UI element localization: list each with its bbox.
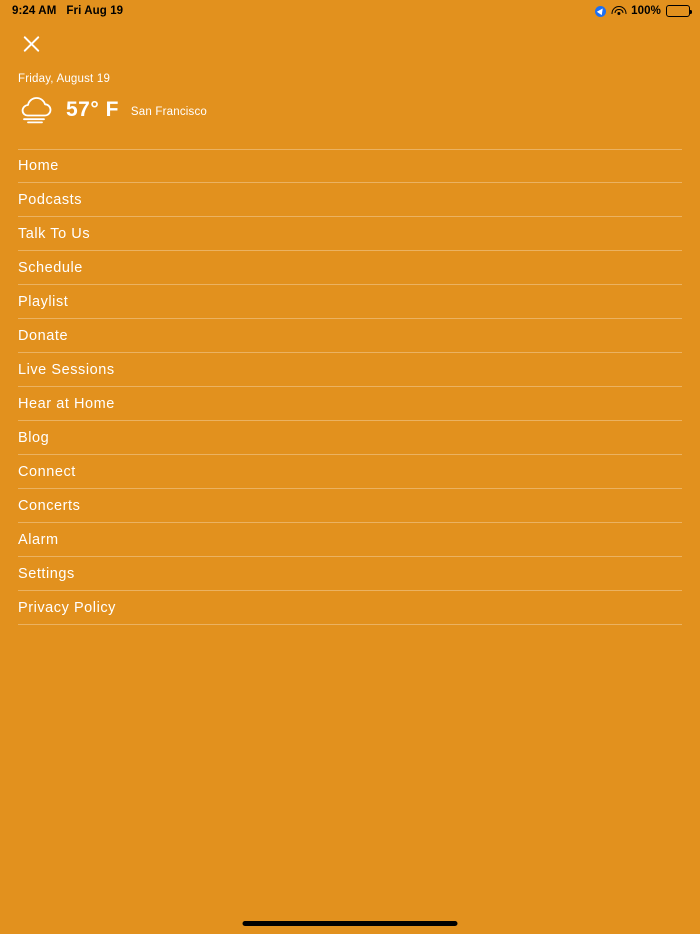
status-date: Fri Aug 19 <box>66 5 124 17</box>
status-bar-left <box>12 5 123 17</box>
weather-widget <box>0 65 700 125</box>
weather-date: Friday, August 19 <box>18 73 111 85</box>
status-bar <box>0 0 700 22</box>
menu-item-label: Home <box>18 158 59 174</box>
menu-item-label: Settings <box>18 565 75 582</box>
menu-item-home[interactable] <box>18 149 682 183</box>
menu-item-hear-at-home[interactable] <box>18 387 682 421</box>
battery-icon <box>666 5 690 17</box>
menu-item-talk-to-us[interactable] <box>18 217 682 251</box>
menu-item-label: Blog <box>18 429 50 446</box>
menu-item-label: Playlist <box>18 293 69 310</box>
weather-row <box>18 95 700 125</box>
menu-item-label: Live Sessions <box>18 361 115 378</box>
weather-temperature: 57° F <box>66 98 119 121</box>
close-icon[interactable] <box>16 28 48 60</box>
menu-item-label: Privacy Policy <box>18 599 116 616</box>
menu-item-podcasts[interactable] <box>18 183 682 217</box>
menu-item-label: Podcasts <box>18 191 83 208</box>
menu-item-donate[interactable] <box>18 319 682 353</box>
battery-percent-label: 100% <box>631 5 661 17</box>
menu-item-concerts[interactable] <box>18 489 682 523</box>
menu-item-alarm[interactable] <box>18 523 682 557</box>
header-bar <box>0 22 700 65</box>
location-icon <box>595 6 606 17</box>
home-indicator[interactable] <box>243 921 458 926</box>
wifi-icon <box>611 6 626 17</box>
main-menu <box>0 149 700 625</box>
menu-item-label: Alarm <box>18 531 59 548</box>
menu-item-schedule[interactable] <box>18 251 682 285</box>
menu-item-label: Talk To Us <box>18 225 91 242</box>
menu-item-blog[interactable] <box>18 421 682 455</box>
weather-city: San Francisco <box>130 105 208 118</box>
menu-item-settings[interactable] <box>18 557 682 591</box>
menu-item-label: Hear at Home <box>18 395 115 412</box>
cloud-icon <box>18 95 54 125</box>
menu-item-live-sessions[interactable] <box>18 353 682 387</box>
menu-item-label: Donate <box>18 327 69 344</box>
status-time: 9:24 AM <box>12 5 57 17</box>
menu-item-label: Connect <box>18 463 76 480</box>
menu-item-playlist[interactable] <box>18 285 682 319</box>
menu-item-label: Concerts <box>18 497 81 514</box>
status-bar-right <box>595 5 690 17</box>
menu-item-label: Schedule <box>18 259 83 276</box>
menu-item-privacy-policy[interactable] <box>18 591 682 625</box>
menu-item-connect[interactable] <box>18 455 682 489</box>
